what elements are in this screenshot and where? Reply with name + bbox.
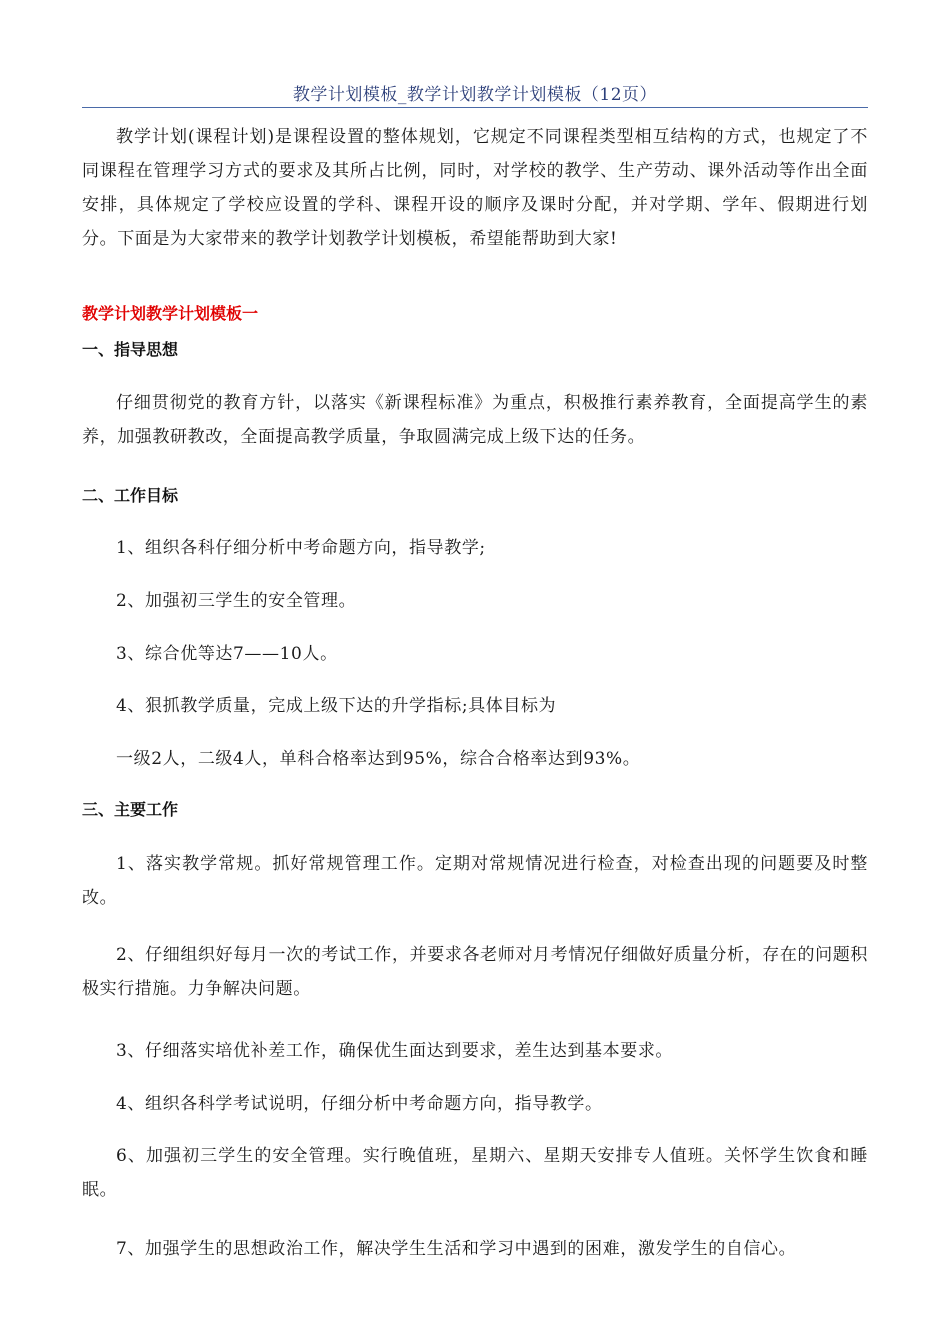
- main-work-item: 1、落实教学常规。抓好常规管理工作。定期对常规情况进行检查，对检查出现的问题要及时整改。: [82, 854, 868, 908]
- main-work-item: 4、组织各科学考试说明，仔细分析中考命题方向，指导教学。: [116, 1094, 603, 1114]
- section-heading-work-goals: 二、工作目标: [82, 486, 179, 505]
- header-divider: [82, 107, 868, 108]
- template-title: 教学计划教学计划模板一: [82, 304, 259, 323]
- page-header-title: 教学计划模板_教学计划教学计划模板（12页）: [292, 85, 658, 105]
- section-heading-guiding-ideology: 一、指导思想: [82, 340, 179, 359]
- main-work-item: 7、加强学生的思想政治工作，解决学生生活和学习中遇到的困难，激发学生的自信心。: [116, 1239, 797, 1259]
- intro-paragraph: 教学计划(课程计划)是课程设置的整体规划，它规定不同课程类型相互结构的方式，也规定了不同课程在管理学习方式的要求及其所占比例，同时，对学校的教学、生产劳动、课外活动等作出全面安排，具体规定了学校应设置的学科、课程开设的顺序及课时分配，并对学期、学年、假期进行划分。下面是为大家带来的教学计划教学计划模板，希望能帮助到大家!: [82, 127, 868, 249]
- work-goal-item: 1、组织各科仔细分析中考命题方向，指导教学;: [116, 538, 486, 558]
- work-goal-item: 3、综合优等达7——10人。: [116, 644, 338, 664]
- main-work-item: 3、仔细落实培优补差工作，确保优生面达到要求，差生达到基本要求。: [116, 1041, 674, 1061]
- work-goal-item: 4、狠抓教学质量，完成上级下达的升学指标;具体目标为: [116, 696, 557, 716]
- main-work-item: 2、仔细组织好每月一次的考试工作，并要求各老师对月考情况仔细做好质量分析，存在的问题积极实行措施。力争解决问题。: [82, 945, 868, 999]
- section-heading-main-work: 三、主要工作: [82, 800, 179, 819]
- work-goal-item: 一级2人，二级4人，单科合格率达到95%，综合合格率达到93%。: [116, 749, 641, 769]
- main-work-item: 6、加强初三学生的安全管理。实行晚值班，星期六、星期天安排专人值班。关怀学生饮食和睡眠。: [82, 1146, 868, 1200]
- guiding-ideology-paragraph: 仔细贯彻党的教育方针，以落实《新课程标准》为重点，积极推行素养教育，全面提高学生的素养，加强教研教改，全面提高教学质量，争取圆满完成上级下达的任务。: [82, 393, 868, 447]
- work-goal-item: 2、加强初三学生的安全管理。: [116, 591, 357, 611]
- intro-block: [82, 120, 868, 256]
